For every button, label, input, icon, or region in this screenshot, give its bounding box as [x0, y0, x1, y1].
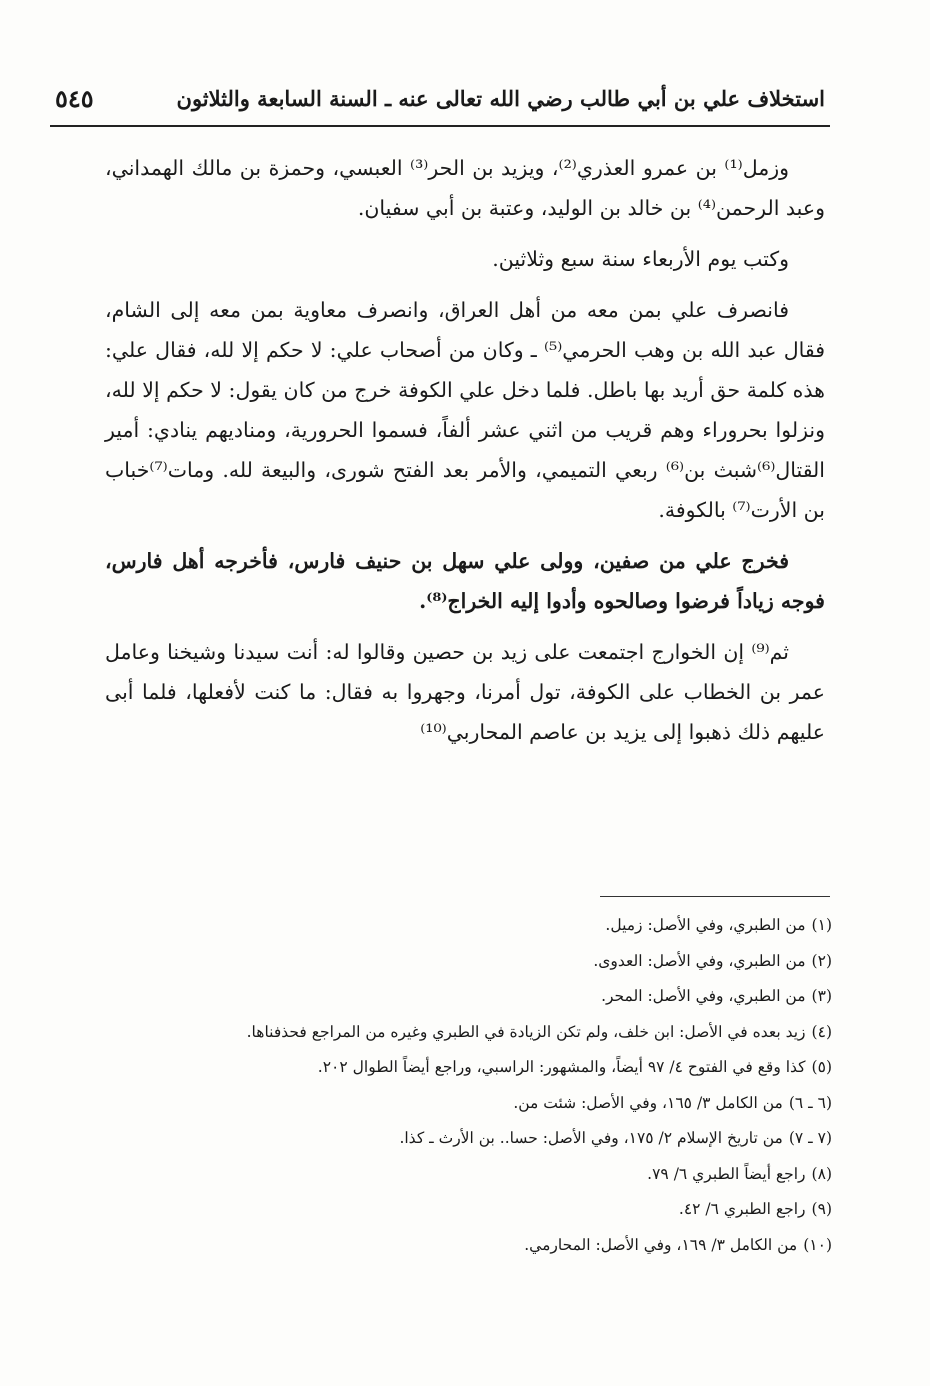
main-text: [105, 148, 825, 763]
running-header: [55, 80, 825, 120]
footnote-number: (٧ ـ ٧): [788, 1129, 832, 1147]
footnote: [102, 979, 832, 1015]
footnote: [102, 1121, 832, 1157]
footnote: [102, 1050, 832, 1086]
footnote: [102, 1157, 832, 1193]
header-rule: [50, 125, 830, 127]
footnote-number: (١٠): [803, 1235, 832, 1254]
footnotes: [102, 908, 832, 1263]
page-number: ٥٤٥: [55, 84, 94, 113]
footnote-text: كذا وقع في الفتوح ٤/ ٩٧ أيضاً، والمشهور: الراسبي، وراجع أيضاً الطوال ٢٠٢.: [317, 1058, 806, 1076]
footnote: [102, 1228, 832, 1264]
footnote-text: من الطبري، وفي الأصل: المحر.: [601, 987, 806, 1005]
footnote: [102, 1192, 832, 1228]
footnote-text: راجع أيضاً الطبري ٦/ ٧٩.: [647, 1164, 806, 1183]
footnote-number: (١): [811, 916, 832, 934]
footnote-text: راجع الطبري ٦/ ٤٢.: [678, 1200, 806, 1218]
paragraph: وكتب يوم الأربعاء سنة سبع وثلاثين.: [492, 247, 789, 271]
footnote: [102, 944, 832, 980]
paragraph: وزمل⁽¹⁾ بن عمرو العذري⁽²⁾، ويزيد بن الحر⁽³⁾ العبسي، وحمزة بن مالك الهمداني، وعبد الرحمن⁽⁴⁾ بن خالد بن الوليد، وعتبة بن أبي سفيان.: [105, 156, 825, 220]
footnote-number: (٩): [811, 1200, 832, 1218]
footnote-number: (٥): [811, 1058, 832, 1076]
footnote-text: من تاريخ الإسلام ٢/ ١٧٥، وفي الأصل: حسا.. بن الأرث ـ كذا.: [399, 1129, 783, 1147]
paragraph: فانصرف علي بمن معه من أهل العراق، وانصرف معاوية بمن معه إلى الشام، فقال عبد الله بن وهب الحرمي⁽⁵⁾ ـ وكان من أصحاب علي: لا حكم إلا لله، فقال علي: هذه كلمة حق أريد بها باطل. فلما دخل علي الكوفة خرج من كان يقول: لا حكم إلا لله، ونزلوا بحروراء وهم قريب من اثني عشر ألفاً، فسموا الحرورية، ومناديهم ينادي: أمير القتال⁽⁶⁾شبث بن⁽⁶⁾ ربعي التميمي، والأمر بعد الفتح شورى، والبيعة لله. ومات⁽⁷⁾خباب بن الأرت⁽⁷⁾ بالكوفة.: [105, 298, 826, 522]
footnote-number: (٦ ـ ٦): [788, 1093, 832, 1112]
footnote: [102, 1086, 832, 1122]
paragraph: ثم⁽⁹⁾ إن الخوارج اجتمعت على زيد بن حصين وقالوا له: أنت سيدنا وشيخنا وعامل عمر بن الخطاب على الكوفة، تول أمرنا، وجهروا به فقال: ما كنت لأفعلها، فلما أبى عليهم ذلك ذهبوا إلى يزيد بن عاصم المحاربي⁽¹⁰⁾: [105, 640, 825, 744]
footnote: [102, 908, 832, 944]
footnote-text: من الطبري، وفي الأصل: العدوى.: [593, 951, 806, 970]
footnote-number: (٤): [811, 1022, 832, 1041]
footnote-text: من الطبري، وفي الأصل: زميل.: [605, 916, 806, 934]
footnote: [102, 1015, 832, 1051]
footnote-number: (٨): [811, 1164, 832, 1183]
header-title: استخلاف علي بن أبي طالب رضي الله تعالى عنه ـ السنة السابعة والثلاثون: [176, 86, 825, 111]
footnote-number: (٣): [811, 987, 832, 1005]
footnote-text: زيد بعده في الأصل: ابن خلف، ولم تكن الزيادة في الطبري وغيره من المراجع فحذفناها.: [246, 1022, 806, 1041]
footnote-number: (٢): [811, 951, 832, 970]
paragraph: فخرج علي من صفين، وولى علي سهل بن حنيف فارس، فأخرجه أهل فارس، فوجه زياداً فرضوا وصالحوه وأدوا إليه الخراج⁽⁸⁾.: [105, 549, 825, 613]
footnote-separator: [600, 896, 830, 897]
footnote-text: من الكامل ٣/ ١٦٩، وفي الأصل: المحارمي.: [524, 1235, 798, 1254]
footnote-text: من الكامل ٣/ ١٦٥، وفي الأصل: شئت من.: [513, 1093, 783, 1112]
